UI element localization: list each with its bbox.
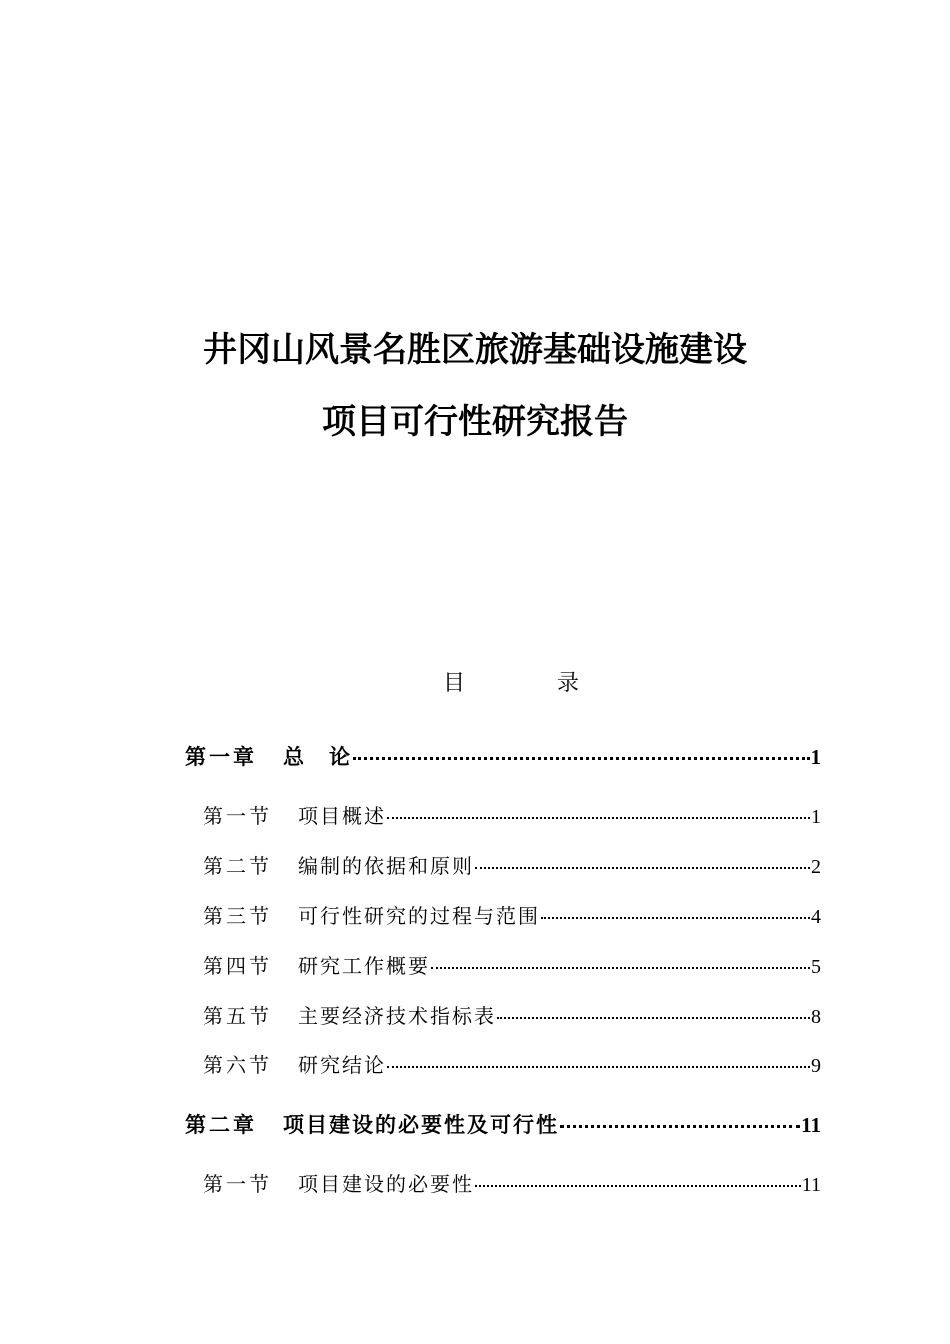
toc-section-entry[interactable] [203,850,821,884]
report-title-line-1: 井冈山风景名胜区旅游基础设施建设 [203,330,747,370]
toc-dot-leader [387,797,810,819]
toc-entry-number: 第五节 [203,1004,272,1028]
toc-heading-char-1: 目 [443,671,466,696]
toc-entry-number: 第一节 [203,1172,272,1196]
toc-dot-leader [560,1104,800,1128]
toc-entry-number: 第六节 [203,1053,272,1077]
toc-heading-char-2: 录 [557,671,580,696]
toc-chapter-entry[interactable] [185,740,821,774]
toc-entry-title: 研究结论 [298,1053,386,1077]
toc-entry-title: 编制的依据和原则 [298,854,474,878]
toc-section-entry[interactable] [203,1168,821,1202]
toc-entry-title: 项目建设的必要性 [298,1172,474,1196]
toc-entry-number: 第二章 [185,1112,257,1137]
toc-dot-leader [541,897,810,919]
toc-dot-leader [475,847,810,869]
toc-dot-leader [431,947,810,969]
toc-entry-number: 第四节 [203,954,272,978]
report-title-line-2: 项目可行性研究报告 [322,402,628,442]
toc-entry-title: 总 论 [283,744,352,769]
toc-entry-page: 4 [811,906,821,928]
toc-chapter-entry[interactable] [185,1108,821,1142]
toc-section-entry[interactable] [203,1000,821,1034]
toc-section-entry[interactable] [203,1049,821,1083]
toc-entry-page: 1 [810,745,821,769]
toc-entry-title: 项目概述 [298,804,386,828]
toc-entry-page: 1 [811,806,821,828]
toc-dot-leader [475,1165,801,1187]
toc-entry-title: 可行性研究的过程与范围 [298,904,540,928]
toc-dot-leader [497,997,810,1019]
toc-entry-page: 11 [801,1174,821,1196]
toc-entry-title: 主要经济技术指标表 [298,1004,496,1028]
toc-entry-number: 第一章 [185,744,257,769]
toc-dot-leader [387,1046,810,1068]
toc-entry-page: 8 [811,1006,821,1028]
toc-heading [0,668,950,700]
toc-entry-page: 5 [811,956,821,978]
toc-entry-number: 第二节 [203,854,272,878]
toc-entry-page: 11 [801,1113,821,1137]
toc-entry-page: 2 [811,856,821,878]
toc-entry-number: 第一节 [203,804,272,828]
toc-entry-page: 9 [811,1055,821,1077]
toc-section-entry[interactable] [203,950,821,984]
toc-dot-leader [353,736,810,760]
toc-section-entry[interactable] [203,800,821,834]
toc-section-entry[interactable] [203,900,821,934]
toc-entry-number: 第三节 [203,904,272,928]
toc-entry-title: 研究工作概要 [298,954,430,978]
toc-entry-title: 项目建设的必要性及可行性 [283,1112,559,1137]
